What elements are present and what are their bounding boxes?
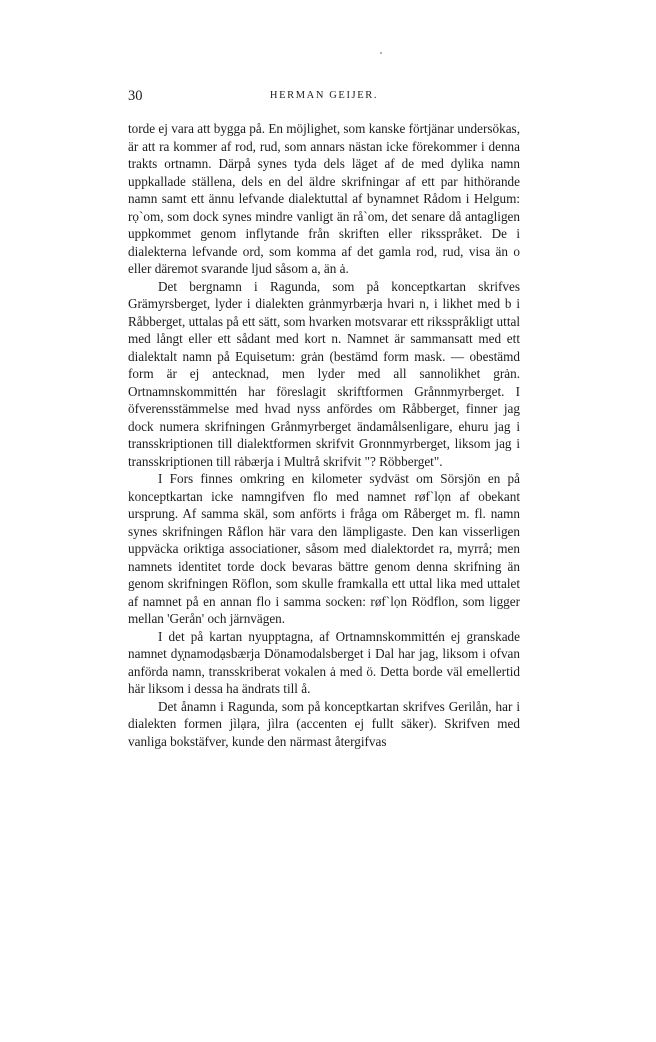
- paragraph: torde ej vara att bygga på. En möjlighet, som kanske förtjänar undersökas, är att ra kommer af rod, rud, som annars nästan icke förekommer i denna trakts ortnamn. Därpå synes tyda dels läget af de med dylika namn uppkallade ställena, dels en del äldre skrifningar af ett par hithörande namn samt ett ännu lefvande dialektuttal af bynamnet Rådom i Helgum: rọ`om, som dock synes mindre vanligt än rå`om, det senare då antagligen uppkommet genom inflytande från skriften eller riksspråket. De i dialekterna lefvande ord, som komma af det gamla rod, rud, visa än o eller däremot svarande ljud såsom a, än ȧ.: [128, 121, 520, 276]
- scan-speck: [380, 52, 382, 54]
- running-head: HERMAN GEIJER.: [269, 90, 379, 101]
- page-number: 30: [128, 88, 143, 104]
- paragraph: Det ånamn i Ragunda, som på konceptkartan skrifves Gerilån, har i dialekten formen jìlạra, jìlra (accenten ej fullt säker). Skrifven med vanliga bokstäfver, kunde den närmast återgifvas: [128, 698, 520, 749]
- page-header: [128, 88, 520, 106]
- body-text: [128, 120, 520, 750]
- paragraph: I Fors finnes omkring en kilometer sydväst om Sörsjön en på konceptkartan icke namngifven flo med namnet røf`lọn af obekant ursprung. Af samma skäl, som anförts i fråga om Råberget m. fl. namn synes skrifningen Råflon här vara den lämpligaste. Den kan visserligen uppväcka oriktiga associationer, såsom med dialektordet ra, myrrå; men namnets identitet torde dock bevaras bättre genom denna skrifning än genom skrifningen Röflon, som skulle framkalla ett uttal lika med uttalet af namnet på en annan flo i samma socken: røf`lọn Rödflon, som ligger mellan 'Gerån' och järnvägen.: [128, 471, 520, 626]
- paragraph: I det på kartan nyupptagna, af Ortnamnskommittén ej granskade namnet dy̨namodạsbærja Dönamodalsberget i Dal har jag, liksom i ofvan anförda namn, transskriberat vokalen ȧ med ö. Detta borde väl emellertid här liksom i dessa ha ändrats till å.: [128, 628, 520, 696]
- paragraph: Det bergnamn i Ragunda, som på konceptkartan skrifves Grämyrsberget, lyder i dialekten grȧnmyrbærja hvari n, i likhet med b i Råbberget, uttalas på ett sätt, som hvarken motsvarar ett riksspråkligt uttal med långt eller ett sådant med kort n. Namnet är sammansatt med ett dialektalt namn på Equisetum: grȧn (bestämd form mask. — obestämd form är ej antecknad, men lyder med all sannolikhet grȧn. Ortnamnskommittén har föreslagit skriftformen Grånnmyrberget. I öfverensstämmelse med hvad nyss anfördes om Råbberget, finner jag dock numera skrifningen Grånmyrberget ändamålsenligare, ehuru jag i transskriptionen till dialektformen skrifvit Gronnmyrberget, liksom jag i transskriptionen till rȧbærja i Multrå skrifvit "? Röbberget".: [128, 278, 520, 469]
